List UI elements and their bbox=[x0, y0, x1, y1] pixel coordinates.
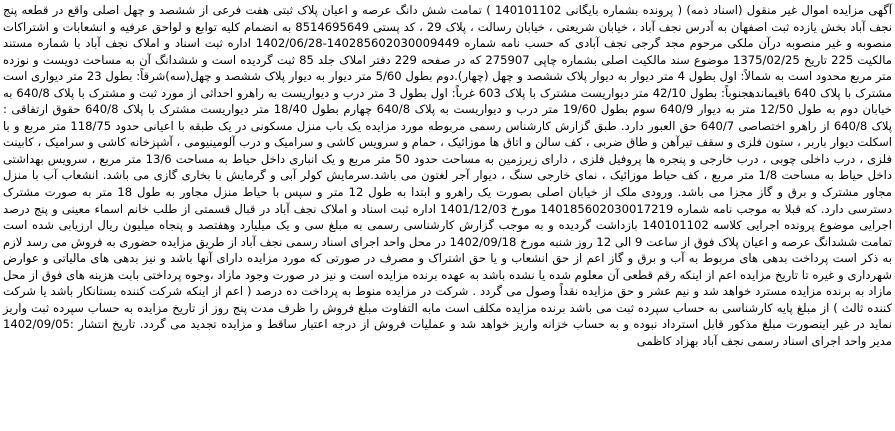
notice-text: آگهی مزایده اموال غیر منقول (اسناد ذمه) ( پرونده بشماره بایگانی 140101102 ) تمامت شش دانگ عرصه و اعیان پلاک ثبتی هفت فرعی از ششصد و چهل اصلی واقع در قطعه پنج نجف آباد بخش یازده ثبت اصفهان به آدرس نجف آباد ، خیابان شریعتی ، خیابان رسالت ، پلاک 29 ، کد پستی 8514695649 به انضمام کلیه توابع و لواحق عرفیه و انشعابات و اشتراکات منصوبه و غیر منصوبه درآن ملکی مرحوم مجد گرجی نجف آبادی که حسب نامه شماره 140285602030009449-1402/06/28 اداره ثبت اسناد و املاک نجف آباد با شماره مستند مالکیت 225 تاریخ 1375/02/25 موضوع سند مالکیت اصلی بشماره چاپی 275907 که در صفحه 229 دفتر املاک جلد 85 ثبت گردیده است و ششدانگ آن به مساحت دویست و نوزده متر مربع محدود است به شمالاً: اول بطول 4 متر دیوار به دیوار پلاک ششصد و چهل (چهار).دوم بطول 5/60 متر دیوار به دیوار پلاک ششصد و چهل(سه)شرقاً: بطول 23 متر دیواری است مشترک با پلاک 640 باقیماندهجنوباً: بطول 42/10 متر دیواریست مشترک با پلاک 603 غرباً: اول بطول 3 متر درب و دیواریست به راهرو احداثی از مورد ثبت و مشترک با پلاک 640/8 به خیابان دوم به طول 12/50 متر به دیوار 640/9 سوم بطول 19/60 متر درب و دیواریست به پلاک 640/8 چهارم بطول 18/40 متر دیواریست مشترک با پلاک 640/8 حقوق ارتفاقی : پلاک 640/8 از راهرو اختصاصی 640/7 حق العبور دارد. طبق گزارش کارشناس رسمی مربوطه مورد مزایده یک باب منزل مسکونی در یک طبقه با اعیانی حدود 118/75 متر مربع و با اسکلت دیوار باربر ، ستون فلزی و سقف تیرآهن و طاق ضربی ، کف سالن و اتاق ها موزائیک ، حمام و سرویس کاشی و سرامیک و درب آلومینیومی ، آشپزخانه کاشی و سرامیک ، کابینت فلزی ، درب داخلی چوبی ، درب خارجی و پنجره ها پروفیل فلزی ، دارای زیرزمین به مساحت حدود 50 متر مربع و یک انباری داخل حیاط به مساحت 13/6 متر مربع ، سرویس بهداشتی داخل حیاط به مساحت 1/8 متر مربع ، کف حیاط موزائیک ، نمای خارجی سنگ ، دیوار آجر لغتون می باشد.سرمایش کولر آبی و گرمایش با بخاری گازی می باشد. انشعاب آب با منزل مجاور مشترک و برق و گاز مجزا می باشد. ورودی ملک از خیابان اصلی بصورت یک راهرو و ابتدا به طول 12 متر و سپس با حیاط منزل مجاور به طول 18 متر به صورت مشترک دسترسی دارد. که قبلا به موجب نامه شماره 140185602030017219 مورخ 1401/12/03 اداره ثبت اسناد و املاک نجف آباد در قبال قسمتی از طلب خانم اسماء معینی و پنج درصد اجرایی موضوع پرونده اجرایی کلاسه 140101102 بازداشت گردیده و به موجب گزارش کارشناسی رسمی به مبلغ سی و یک میلیارد وهفتصد و پنجاه میلیون ریال ارزیابی شده است تمامت ششدانگ عرصه و اعیان پلاک فوق از ساعت 9 الی 12 روز شنبه مورخ 1402/09/18 در محل واحد اجرای اسناد رسمی نجف آباد از طریق مزایده حضوری به فروش می رسد لازم به ذکر است پرداخت بدهی های مربوط به آب و برق و گاز اعم از حق انشعاب و یا حق اشتراک و مصرف در صورتی که مورد مزایده دارای آنها باشد و نیز بدهی های مالیاتی و عوارض شهرداری و غیره تا تاریخ مزایده اعم از اینکه رقم قطعی آن معلوم شده یا نشده باشد به عهده برنده مزایده است و نیز در صورت وجود مازاد ،وجوه پرداختی بابت هزینه های فوق از محل مازاد به برنده مزایده مسترد خواهد شد و نیم عشر و حق مزایده نقداً وصول می گردد . شرکت در مزایده منوط به پرداخت ده درصد ( اعم از اینکه شرکت کننده بستانکار باشد یا شرکت کننده ثالث ) از مبلغ پایه کارشناسی به حساب سپرده ثبت می باشد برنده مزایده مکلف است مابه التفاوت مبلغ فروش را ظرف مدت پنج روز از تاریخ مزایده به حساب سپرده ثبت واریز نماید در غیر اینصورت مبلغ مذکور قابل استرداد نبوده و به حساب خزانه واریز خواهد شد و عملیات فروش از درجه اعتبار ساقط و مزایده تجدید می گردد. تاریخ انتشار :1402/09/05 مدیر واحد اجرای اسناد رسمی نجف آباد بهزاد کاظمی bbox=[3, 3, 893, 348]
